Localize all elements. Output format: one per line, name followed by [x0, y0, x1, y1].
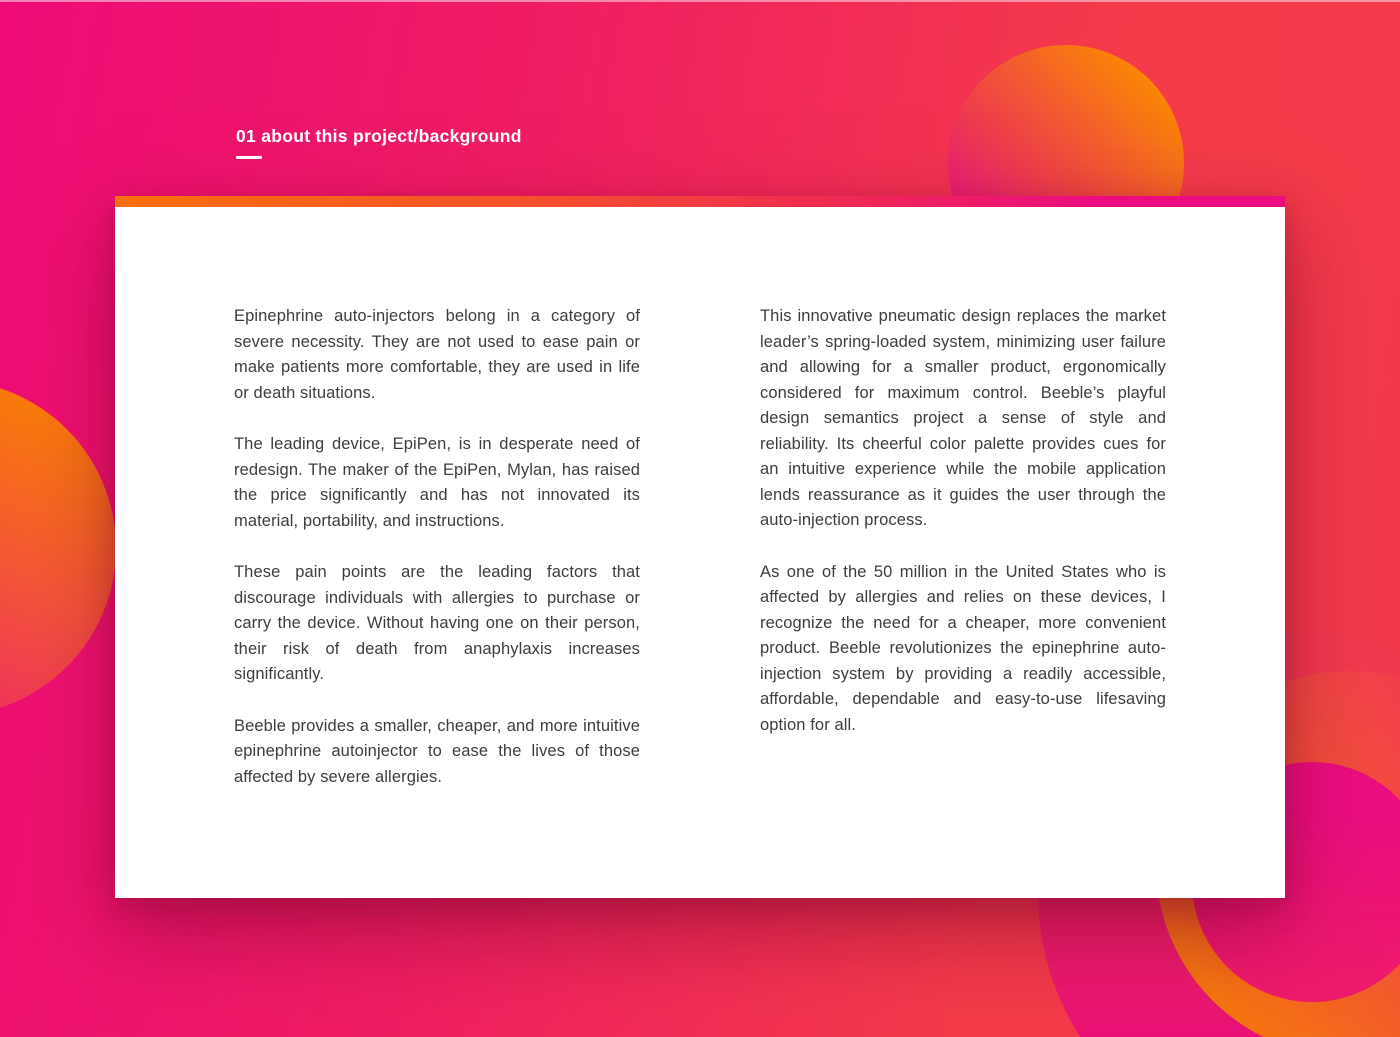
- heading-underline: [236, 156, 262, 159]
- decor-circle-left: [0, 380, 116, 716]
- paragraph-epipen-redesign: The leading device, EpiPen, is in desperate need of redesign. The maker of the EpiPen, Mylan, has raised the price significantly and has not innovated its material, portability, and instructions.: [234, 435, 640, 530]
- right-text-column: [760, 304, 1166, 898]
- paragraph-pain-points: These pain points are the leading factors that discourage individuals with allergies to purchase or carry the device. Without having one on their person, their risk of death from anaphylaxis increases significantly.: [234, 563, 640, 683]
- card-body: [115, 207, 1285, 898]
- paragraph-personal-motivation: As one of the 50 million in the United States who is affected by allergies and relies on these devices, I recognize the need for a cheaper, more convenient product. Beeble revolutionizes the epinephrine auto-injection system by providing a readily accessible, affordable, dependable and easy-to-use lifesaving option for all.: [760, 562, 1166, 734]
- paragraph-pneumatic-design: This innovative pneumatic design replaces the market leader’s spring-loaded system, minimizing user failure and allowing for a smaller product, ergonomically considered for maximum control. Beeble’s playful design semantics project a sense of style and reliability. Its cheerful color palette provides cues for an intuitive experience while the mobile application lends reassurance as it guides the user through the auto-injection process.: [760, 307, 1166, 529]
- paragraph-epinephrine-category: Epinephrine auto-injectors belong in a category of severe necessity. They are not used to ease pain or make patients more comfortable, they are used in life or death situations.: [234, 307, 640, 402]
- card-top-accent-strip: [115, 196, 1285, 207]
- paragraph-beeble-intro: Beeble provides a smaller, cheaper, and more intuitive epinephrine autoinjector to ease the lives of those affected by severe allergies.: [234, 716, 640, 786]
- content-card: [115, 196, 1285, 898]
- section-heading: 01 about this project/background: [236, 126, 522, 146]
- section-heading-block: [236, 126, 522, 159]
- left-text-column: [234, 304, 640, 898]
